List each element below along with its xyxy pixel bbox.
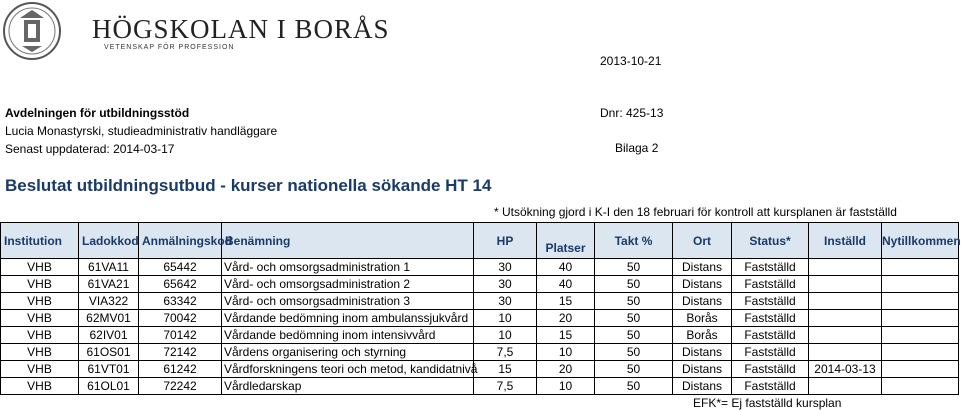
cell-platser: 10 bbox=[537, 344, 595, 361]
cell-takt: 50 bbox=[595, 327, 673, 344]
cell-installd bbox=[809, 276, 882, 293]
university-crest-logo bbox=[2, 0, 62, 62]
cell-nytillkommen bbox=[882, 378, 959, 395]
cell-institution: VHB bbox=[1, 344, 79, 361]
document-date: 2013-10-21 bbox=[600, 54, 662, 68]
cell-status: Fastställd bbox=[732, 276, 809, 293]
cell-status: Fastställd bbox=[732, 310, 809, 327]
cell-installd: 2014-03-13 bbox=[809, 361, 882, 378]
header-takt: Takt % bbox=[595, 223, 673, 259]
cell-institution: VHB bbox=[1, 327, 79, 344]
cell-benamning: Vårdledarskap bbox=[222, 378, 474, 395]
cell-benamning: Vårdande bedömning inom intensivvård bbox=[222, 327, 474, 344]
attachment-label: Bilaga 2 bbox=[615, 141, 659, 155]
document-number: Dnr: 425-13 bbox=[600, 106, 664, 120]
cell-ladokkod: 61VA21 bbox=[79, 276, 139, 293]
cell-hp: 30 bbox=[474, 276, 537, 293]
header-status: Status* bbox=[732, 223, 809, 259]
cell-installd bbox=[809, 310, 882, 327]
cell-institution: VHB bbox=[1, 361, 79, 378]
table-row bbox=[1, 259, 959, 276]
cell-takt: 50 bbox=[595, 293, 673, 310]
cell-installd bbox=[809, 259, 882, 276]
cell-takt: 50 bbox=[595, 310, 673, 327]
search-note: * Utsökning gjord i K-I den 18 februari för kontroll att kursplanen är fastställd bbox=[494, 205, 897, 219]
author-line: Lucia Monastyrski, studieadministrativ handläggare bbox=[5, 124, 278, 138]
cell-benamning: Vård- och omsorgsadministration 3 bbox=[222, 293, 474, 310]
table-row bbox=[1, 361, 959, 378]
cell-hp: 10 bbox=[474, 327, 537, 344]
cell-anmalningskod: 61242 bbox=[139, 361, 222, 378]
cell-nytillkommen bbox=[882, 310, 959, 327]
cell-ort: Distans bbox=[673, 378, 732, 395]
cell-platser: 15 bbox=[537, 327, 595, 344]
cell-takt: 50 bbox=[595, 344, 673, 361]
cell-platser: 15 bbox=[537, 293, 595, 310]
cell-takt: 50 bbox=[595, 276, 673, 293]
cell-ort: Distans bbox=[673, 344, 732, 361]
cell-nytillkommen bbox=[882, 276, 959, 293]
cell-anmalningskod: 65642 bbox=[139, 276, 222, 293]
cell-anmalningskod: 70042 bbox=[139, 310, 222, 327]
table-row bbox=[1, 378, 959, 395]
cell-ladokkod: 61OL01 bbox=[79, 378, 139, 395]
cell-platser: 10 bbox=[537, 378, 595, 395]
cell-nytillkommen bbox=[882, 327, 959, 344]
cell-status: Fastställd bbox=[732, 259, 809, 276]
header-platser: Platser bbox=[537, 223, 595, 259]
cell-anmalningskod: 72142 bbox=[139, 344, 222, 361]
cell-status: Fastställd bbox=[732, 327, 809, 344]
header-hp: HP bbox=[474, 223, 537, 259]
table-row bbox=[1, 310, 959, 327]
cell-institution: VHB bbox=[1, 310, 79, 327]
cell-takt: 50 bbox=[595, 361, 673, 378]
cell-ort: Borås bbox=[673, 327, 732, 344]
brand-name: HÖGSKOLAN I BORÅS bbox=[92, 14, 390, 44]
cell-institution: VHB bbox=[1, 293, 79, 310]
cell-takt: 50 bbox=[595, 378, 673, 395]
cell-nytillkommen bbox=[882, 259, 959, 276]
header-anmalningskod: Anmälningskod bbox=[139, 223, 222, 259]
cell-ladokkod: 61VT01 bbox=[79, 361, 139, 378]
cell-ort: Distans bbox=[673, 293, 732, 310]
cell-ladokkod: 61OS01 bbox=[79, 344, 139, 361]
cell-platser: 40 bbox=[537, 276, 595, 293]
cell-benamning: Vårdens organisering och styrning bbox=[222, 344, 474, 361]
updated-line: Senast uppdaterad: 2014-03-17 bbox=[5, 142, 175, 156]
cell-nytillkommen bbox=[882, 293, 959, 310]
cell-hp: 30 bbox=[474, 293, 537, 310]
cell-anmalningskod: 65442 bbox=[139, 259, 222, 276]
department-name: Avdelningen för utbildningsstöd bbox=[5, 106, 190, 120]
header-nytillkommen: Nytillkommen bbox=[882, 223, 959, 259]
header-institution: Institution bbox=[1, 223, 79, 259]
course-table bbox=[0, 222, 959, 395]
cell-institution: VHB bbox=[1, 378, 79, 395]
cell-benamning: Vårdande bedömning inom ambulanssjukvård bbox=[222, 310, 474, 327]
cell-benamning: Vård- och omsorgsadministration 1 bbox=[222, 259, 474, 276]
cell-takt: 50 bbox=[595, 259, 673, 276]
cell-ort: Distans bbox=[673, 361, 732, 378]
cell-installd bbox=[809, 344, 882, 361]
cell-installd bbox=[809, 327, 882, 344]
cell-status: Fastställd bbox=[732, 378, 809, 395]
cell-anmalningskod: 63342 bbox=[139, 293, 222, 310]
cell-installd bbox=[809, 293, 882, 310]
cell-benamning: Vård- och omsorgsadministration 2 bbox=[222, 276, 474, 293]
cell-ladokkod: 61VA11 bbox=[79, 259, 139, 276]
cell-platser: 20 bbox=[537, 310, 595, 327]
cell-institution: VHB bbox=[1, 259, 79, 276]
header-ort: Ort bbox=[673, 223, 732, 259]
header-benamning: Benämning bbox=[222, 223, 474, 259]
cell-benamning: Vårdforskningens teori och metod, kandidatnivå bbox=[222, 361, 474, 378]
brand-tagline: VETENSKAP FÖR PROFESSION bbox=[104, 44, 235, 51]
cell-ort: Borås bbox=[673, 310, 732, 327]
cell-institution: VHB bbox=[1, 276, 79, 293]
table-row bbox=[1, 293, 959, 310]
cell-ladokkod: VIA322 bbox=[79, 293, 139, 310]
cell-anmalningskod: 72242 bbox=[139, 378, 222, 395]
cell-hp: 7,5 bbox=[474, 344, 537, 361]
cell-platser: 40 bbox=[537, 259, 595, 276]
cell-hp: 7,5 bbox=[474, 378, 537, 395]
cell-status: Fastställd bbox=[732, 361, 809, 378]
table-header-row bbox=[1, 223, 959, 259]
table-row bbox=[1, 344, 959, 361]
footer-note: EFK*= Ej fastställd kursplan bbox=[693, 396, 842, 410]
course-table-container bbox=[0, 222, 960, 395]
cell-hp: 30 bbox=[474, 259, 537, 276]
cell-platser: 20 bbox=[537, 361, 595, 378]
header-ladokkod: Ladokkod bbox=[79, 223, 139, 259]
cell-status: Fastställd bbox=[732, 293, 809, 310]
cell-nytillkommen bbox=[882, 344, 959, 361]
table-row bbox=[1, 276, 959, 293]
cell-ort: Distans bbox=[673, 259, 732, 276]
table-row bbox=[1, 327, 959, 344]
cell-ladokkod: 62MV01 bbox=[79, 310, 139, 327]
page-title: Beslutat utbildningsutbud - kurser nationella sökande HT 14 bbox=[5, 176, 492, 195]
header-installd: Inställd bbox=[809, 223, 882, 259]
cell-hp: 10 bbox=[474, 310, 537, 327]
cell-status: Fastställd bbox=[732, 344, 809, 361]
cell-anmalningskod: 70142 bbox=[139, 327, 222, 344]
cell-nytillkommen bbox=[882, 361, 959, 378]
cell-installd bbox=[809, 378, 882, 395]
cell-ort: Distans bbox=[673, 276, 732, 293]
cell-ladokkod: 62IV01 bbox=[79, 327, 139, 344]
cell-hp: 15 bbox=[474, 361, 537, 378]
